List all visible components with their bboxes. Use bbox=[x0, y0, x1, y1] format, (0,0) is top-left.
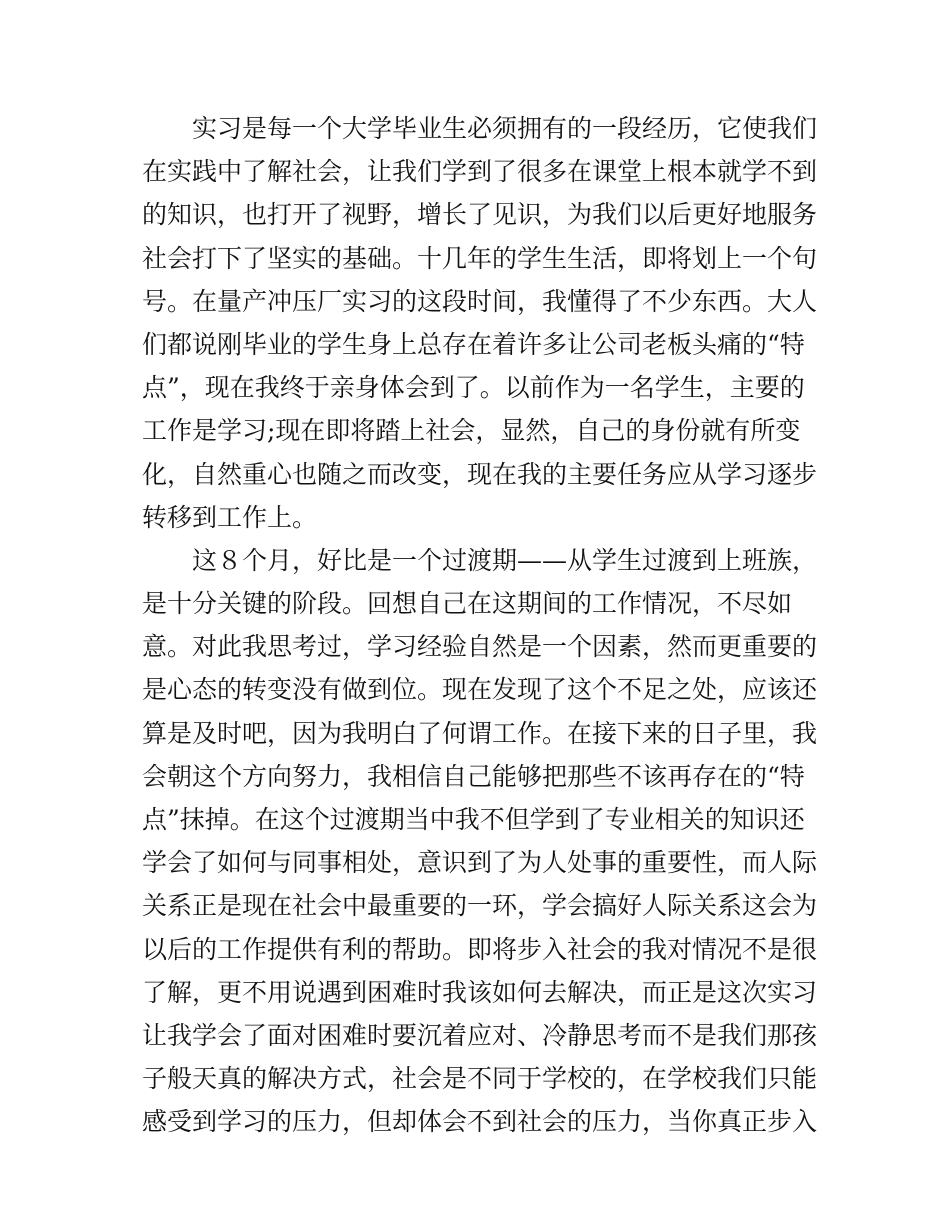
text-line: 化，自然重心也随之而改变，现在我的主要任务应从学习逐步 bbox=[142, 459, 818, 489]
text-line: 们都说刚毕业的学生身上总存在着许多让公司老板头痛的“特 bbox=[142, 329, 805, 359]
text-line: 让我学会了面对困难时要沉着应对、冷静思考而不是我们那孩 bbox=[142, 1020, 818, 1050]
text-line: 子般天真的解决方式，社会是不同于学校的，在学校我们只能 bbox=[142, 1064, 818, 1094]
text-line: 实习是每一个大学毕业生必须拥有的一段经历，它使我们 bbox=[192, 114, 818, 143]
text-line: 感受到学习的压力，但却体会不到社会的压力，当你真正步入 bbox=[142, 1107, 818, 1137]
text-line: 在实践中了解社会，让我们学到了很多在课堂上根本就学不到 bbox=[142, 157, 818, 187]
text-line: 是心态的转变没有做到位。现在发现了这个不足之处，应该还 bbox=[142, 675, 818, 705]
text-line: 点”，现在我终于亲身体会到了。以前作为一名学生，主要的 bbox=[142, 373, 805, 403]
text-line: 学会了如何与同事相处，意识到了为人处事的重要性，而人际 bbox=[142, 848, 818, 878]
text-line: 社会打下了坚实的基础。十几年的学生生活，即将划上一个句 bbox=[142, 243, 818, 273]
text-line: 算是及时吧，因为我明白了何谓工作。在接下来的日子里，我 bbox=[142, 718, 818, 748]
text-line: 的知识，也打开了视野，增长了见识，为我们以后更好地服务 bbox=[142, 200, 818, 230]
text-line: 意。对此我思考过，学习经验自然是一个因素，然而更重要的 bbox=[142, 632, 818, 662]
text-line: 了解，更不用说遇到困难时我该如何去解决，而正是这次实习 bbox=[142, 977, 818, 1007]
text-line: 是十分关键的阶段。回想自己在这期间的工作情况，不尽如 bbox=[142, 589, 793, 619]
text-line: 点”抹掉。在这个过渡期当中我不但学到了专业相关的知识还 bbox=[142, 805, 805, 834]
text-line: 工作是学习;现在即将踏上社会，显然，自己的身份就有所变 bbox=[142, 416, 801, 446]
text-line: 会朝这个方向努力，我相信自己能够把那些不该再存在的“特 bbox=[142, 761, 805, 791]
text-line: 关系正是现在社会中最重要的一环，学会搞好人际关系这会为 bbox=[142, 891, 818, 921]
paragraph-2 bbox=[142, 539, 822, 1144]
text-line: 号。在量产冲压厂实习的这段时间，我懂得了不少东西。大人 bbox=[142, 286, 818, 316]
text-line: 以后的工作提供有利的帮助。即将步入社会的我对情况不是很 bbox=[142, 934, 818, 964]
text-line: 转移到工作上。 bbox=[142, 502, 318, 532]
paragraph-1 bbox=[142, 107, 822, 539]
body-text bbox=[142, 107, 822, 1144]
text-line: 这８个月，好比是一个过渡期——从学生过渡到上班族， bbox=[192, 545, 818, 575]
